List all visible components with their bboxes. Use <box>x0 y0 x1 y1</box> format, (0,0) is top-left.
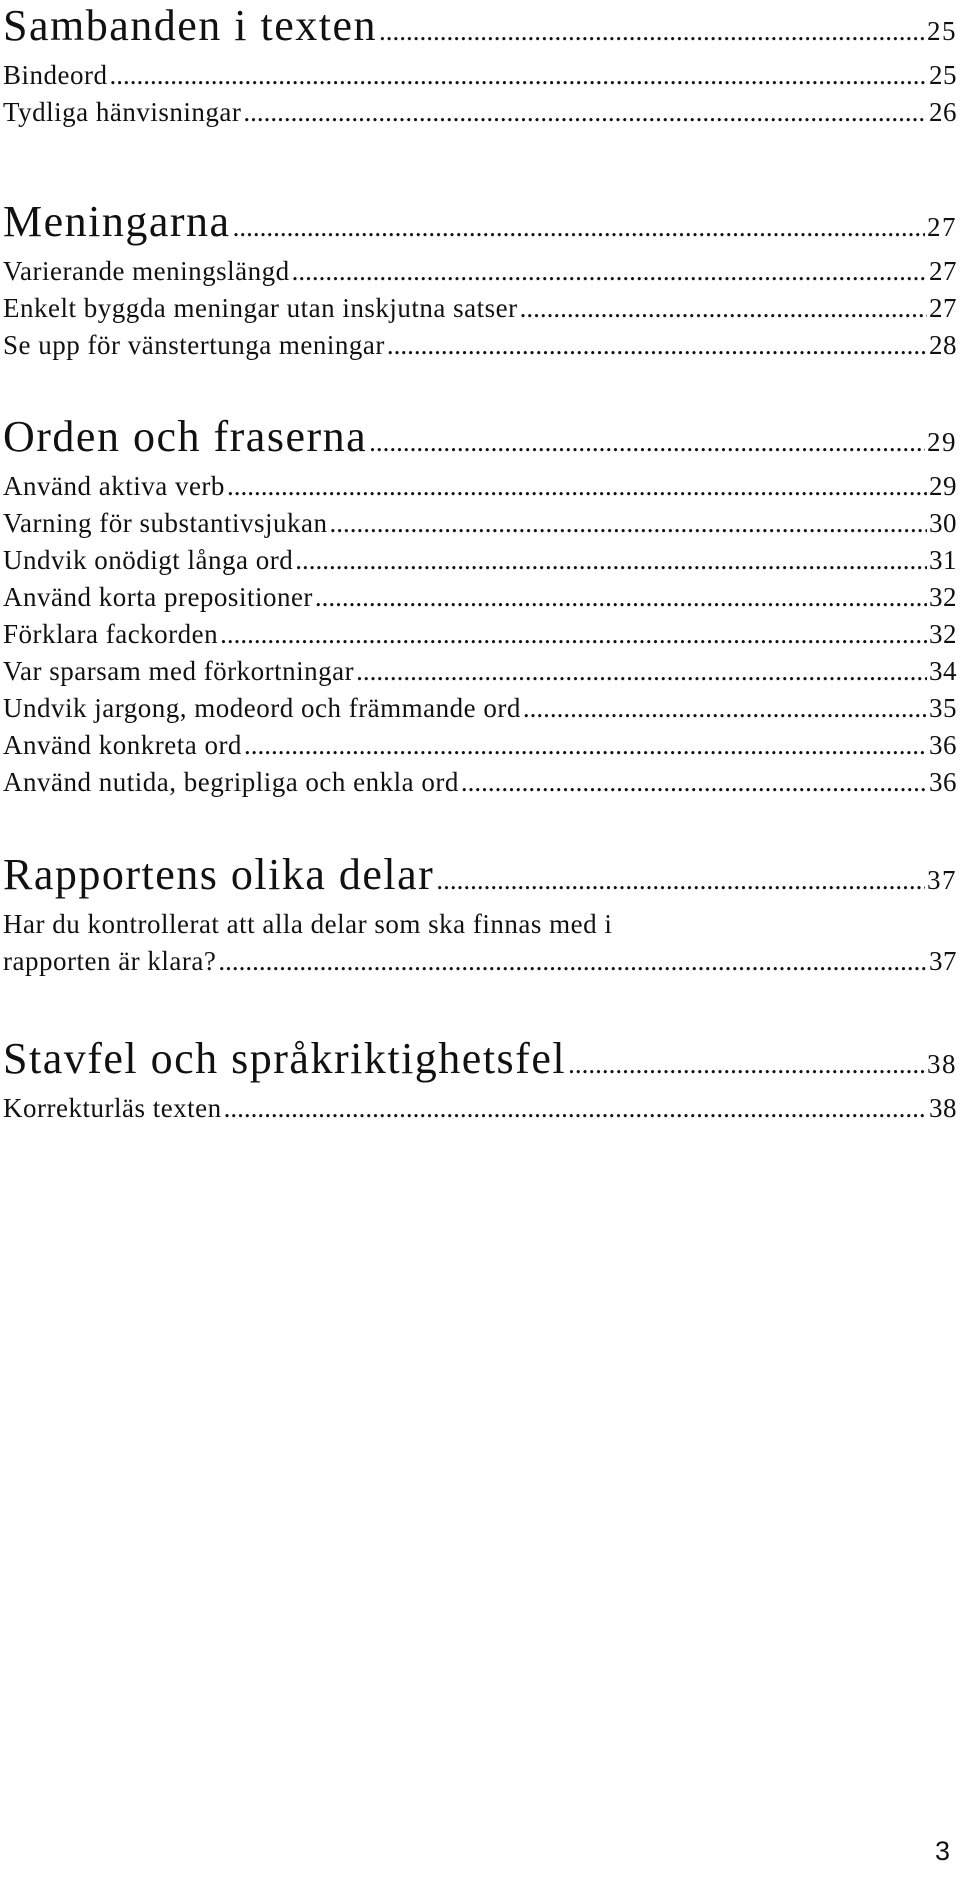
toc-heading[interactable] <box>3 1033 957 1090</box>
toc-heading[interactable] <box>3 196 957 253</box>
toc-page-number: 26 <box>929 97 957 127</box>
toc-page-number: 27 <box>929 256 957 286</box>
toc-entry[interactable] <box>3 1090 957 1127</box>
toc-leader-dots <box>315 579 927 616</box>
table-of-contents <box>3 0 957 1127</box>
toc-entry[interactable] <box>3 653 957 690</box>
toc-page-number: 31 <box>929 545 957 575</box>
toc-page-number: 37 <box>929 946 957 976</box>
toc-entry-label: Se upp för vänstertunga meningar <box>3 330 385 360</box>
toc-page-number: 28 <box>929 330 957 360</box>
toc-entry[interactable] <box>3 542 957 579</box>
toc-entry-label: Enkelt byggda meningar utan inskjutna satser <box>3 293 518 323</box>
toc-leader-dots <box>461 764 927 801</box>
toc-entry-label: Använd nutida, begripliga och enkla ord <box>3 767 459 797</box>
toc-page-number: 37 <box>927 865 957 895</box>
toc-section-orden <box>3 411 957 801</box>
toc-page-number: 34 <box>929 656 957 686</box>
toc-page-number: 38 <box>929 1093 957 1123</box>
toc-heading[interactable] <box>3 0 957 57</box>
toc-leader-dots <box>520 290 927 327</box>
toc-page-number: 36 <box>929 730 957 760</box>
toc-entry[interactable] <box>3 468 957 505</box>
toc-entry-label: Undvik jargong, modeord och främmande ord <box>3 693 521 723</box>
toc-entry[interactable] <box>3 764 957 801</box>
toc-entry[interactable] <box>3 57 957 94</box>
toc-entry[interactable] <box>3 690 957 727</box>
toc-leader-dots <box>295 542 927 579</box>
toc-heading[interactable] <box>3 411 957 468</box>
toc-leader-dots <box>369 416 925 468</box>
toc-heading-label: Orden och fraserna <box>3 412 368 461</box>
toc-entry-label: Bindeord <box>3 60 108 90</box>
toc-entry-label: Använd konkreta ord <box>3 730 242 760</box>
toc-heading-label: Sambanden i texten <box>3 1 378 50</box>
toc-entry[interactable] <box>3 579 957 616</box>
toc-leader-dots <box>356 653 927 690</box>
toc-entry-label-line1: Har du kontrollerat att alla delar som ska finnas med i <box>3 909 613 939</box>
toc-leader-dots <box>379 5 925 57</box>
toc-page-number: 25 <box>927 16 957 46</box>
toc-entry-label: Varierande meningslängd <box>3 256 290 286</box>
toc-page-number: 27 <box>929 293 957 323</box>
toc-entry-label: Använd korta prepositioner <box>3 582 313 612</box>
toc-entry[interactable] <box>3 290 957 327</box>
toc-leader-dots <box>110 57 928 94</box>
toc-entry-label: Undvik onödigt långa ord <box>3 545 294 575</box>
toc-leader-dots <box>243 94 927 131</box>
toc-leader-dots <box>244 727 927 764</box>
toc-leader-dots <box>292 253 927 290</box>
toc-page-number: 38 <box>927 1049 957 1079</box>
toc-entry[interactable] <box>3 616 957 653</box>
toc-section-meningarna <box>3 196 957 364</box>
toc-leader-dots <box>568 1038 925 1090</box>
toc-page-number: 25 <box>929 60 957 90</box>
toc-entry[interactable] <box>3 727 957 764</box>
toc-page-number: 36 <box>929 767 957 797</box>
toc-page-number: 29 <box>929 471 957 501</box>
toc-entry-label: Varning för substantivsjukan <box>3 508 328 538</box>
toc-entry[interactable] <box>3 327 957 364</box>
toc-leader-dots <box>523 690 927 727</box>
toc-entry[interactable] <box>3 505 957 542</box>
toc-section-rapportens <box>3 849 957 980</box>
toc-page-number: 35 <box>929 693 957 723</box>
toc-section-stavfel <box>3 1033 957 1127</box>
toc-page-number: 32 <box>929 582 957 612</box>
toc-entry-label: Förklara fackorden <box>3 619 219 649</box>
toc-leader-dots <box>233 201 925 253</box>
toc-leader-dots <box>224 1090 927 1127</box>
page-number: 3 <box>934 1836 950 1866</box>
toc-heading-label: Stavfel och språkriktighetsfel <box>3 1034 567 1083</box>
toc-entry-label: Använd aktiva verb <box>3 471 225 501</box>
toc-section-sambanden <box>3 0 957 131</box>
toc-page-number: 29 <box>927 427 957 457</box>
toc-page-number: 30 <box>929 508 957 538</box>
toc-entry-label: Korrekturläs texten <box>3 1093 222 1123</box>
toc-leader-dots <box>436 854 925 906</box>
toc-leader-dots <box>387 327 927 364</box>
toc-heading-label: Rapportens olika delar <box>3 850 435 899</box>
toc-heading[interactable] <box>3 849 957 906</box>
toc-entry-multiline[interactable] <box>3 906 957 980</box>
toc-leader-dots <box>220 616 927 653</box>
toc-entry-line2 <box>3 943 957 980</box>
toc-page-number: 27 <box>927 212 957 242</box>
toc-leader-dots <box>227 468 927 505</box>
toc-entry-label: Tydliga hänvisningar <box>3 97 242 127</box>
toc-entry-label: Var sparsam med förkortningar <box>3 656 355 686</box>
toc-entry[interactable] <box>3 253 957 290</box>
toc-leader-dots <box>329 505 927 542</box>
toc-entry-label-line2: rapporten är klara? <box>3 946 217 976</box>
toc-entry[interactable] <box>3 94 957 131</box>
toc-heading-label: Meningarna <box>3 197 231 246</box>
toc-page-number: 32 <box>929 619 957 649</box>
toc-leader-dots <box>218 943 927 980</box>
